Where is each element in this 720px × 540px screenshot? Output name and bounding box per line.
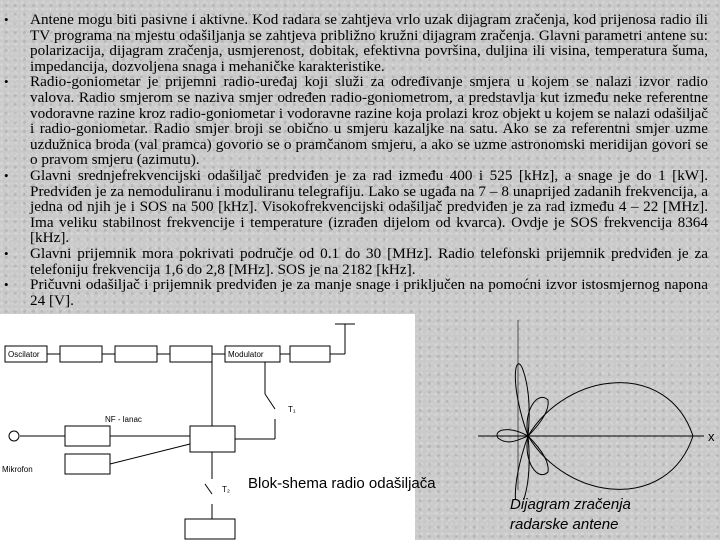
block-local-osc	[185, 519, 235, 539]
bullet-prijemnik: • Glavni prijemnik mora pokrivati područje od 0.1 do 30 [MHz]. Radio telefonski prijemnik predviđen je za telefoniju frekvencija 1,6 do 2,8 [MHz]. SOS je na 2182 [kHz].	[30, 246, 708, 277]
bullet-radio-goniometar: • Radio-goniometar je prijemni radio-uređaj koji služi za određivanje smjera u kojem se nalazi izvor radio valova. Radio smjerom se naziva smjer određen radio-goniometrom, a predstavlja kut između neke referentne vodoravne razine kroz radio-goniometar i vodoravne razine koja prolazi kroz objekt u kojem se nalazi odašiljač i radio-goniometar. Radio smjer broji se obično u smjeru kazaljke na satu. Ako se za referentni smjer uzme uzdužnica broda (val pramca) govorio se o pramčanom smjeru, a ako se uzme astronomski meridijan govori se o pravom smjeru (azimutu).	[30, 74, 708, 168]
label-modulator: Modulator	[228, 350, 264, 359]
block-buffer	[60, 346, 102, 362]
label-osc: Oscilator	[8, 350, 40, 359]
radar-caption	[510, 495, 631, 535]
block-mic-amp	[65, 426, 110, 446]
label-t1: T₁	[288, 405, 296, 414]
radar-side-lobe-top	[527, 397, 548, 436]
block-tone-gen	[65, 454, 110, 474]
radar-pattern-svg	[468, 300, 720, 500]
label-nf: NF - lanac	[105, 415, 142, 424]
block-power-amp	[290, 346, 330, 362]
bullet-odasiljac: • Glavni srednjefrekvencijski odašiljač predviđen je za rad između 400 i 525 [kHz], a snage je do 1 [kW]. Predviđen je za nemoduliranu i moduliranu telegrafiju. Lako se ugađa na 7 – 8 unaprijed zadanih frekvencija, a jedna od njih je i SOS na 500 [kHz]. Visokofrekvencijski odašiljač predviđen je za rad između 4 – 22 [MHz]. Ima veliku stabilnost frekvencije i temperature (izrađen dijelom od kvarca). Ovdje je SOS frekvencija 8364 [kHz].	[30, 168, 708, 246]
radar-caption-line2: radarske antene	[510, 516, 619, 533]
transmitter-block-diagram	[0, 314, 415, 540]
label-t2: T₂	[222, 485, 230, 494]
bullet-list	[30, 12, 708, 308]
bullet-pricuvni: • Pričuvni odašiljač i prijemnik predviđen je za manje snage i priključen na pomoćni izvor istosmjernog napona 24 [V].	[30, 277, 708, 308]
radar-caption-line1: Dijagram zračenja	[510, 496, 631, 513]
radar-side-lobe-bottom	[527, 436, 548, 475]
block-final-amp	[190, 426, 235, 452]
bullet-antene: • Antene mogu biti pasivne i aktivne. Kod radara se zahtjeva vrlo uzak dijagram zračenja, kod prijenosa radio ili TV programa na mjestu odašiljanja se zahtjeva približno kružni dijagram zračenja. Glavni parametri antene su: polarizacija, dijagram zračenja, usmjerenost, dobitak, efektivna površina, duljina ili visina, temperatura šuma, impedancija, dozvoljena snaga i mehaničke karakteristike.	[30, 12, 708, 74]
radar-axis-label: x	[708, 429, 715, 444]
radar-radiation-pattern	[468, 300, 720, 500]
label-mikrofon: Mikrofon	[2, 465, 33, 474]
block-diagram-svg	[0, 314, 415, 540]
diagram-caption: Blok-shema radio odašiljača	[248, 475, 436, 492]
block-multiplier	[115, 346, 157, 362]
block-driver	[170, 346, 212, 362]
